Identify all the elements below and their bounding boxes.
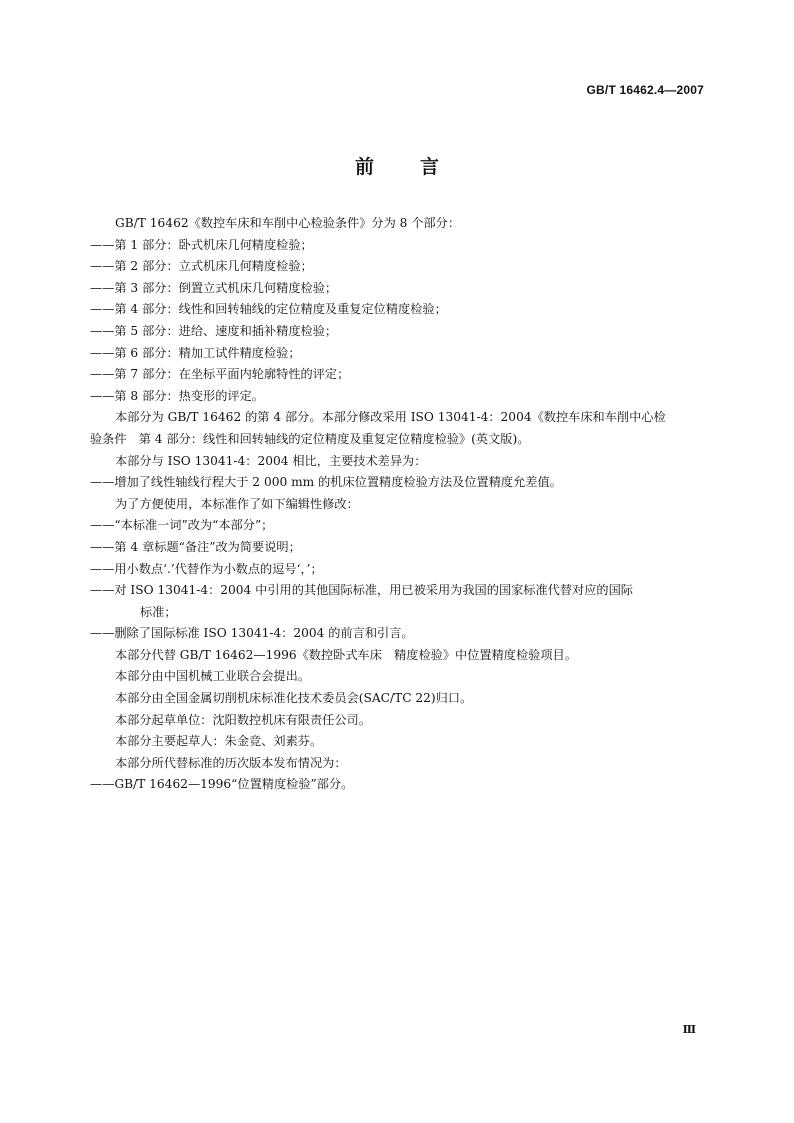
standard-number: GB/T 16462.4—2007 [586,83,704,97]
dash-item: ——删除了国际标准 ISO 13041-4：2004 的前言和引言。 [90,626,414,641]
dash-item: ——第 4 部分：线性和回转轴线的定位精度及重复定位精度检验； [90,302,447,317]
paragraph-line: 本部分与 ISO 13041-4：2004 相比，主要技术差异为： [115,453,427,468]
paragraph-line: 本部分所代替标准的历次版本发布情况为： [115,755,347,770]
page-title: 前言 [354,156,485,178]
foreword-body [90,213,704,796]
paragraph-line: 本部分为 GB/T 16462 的第 4 部分。本部分修改采用 ISO 13041-4：2004《数控车床和车削中心检 [115,410,666,425]
paragraph-line: 本部分主要起草人：朱金竞、刘素芬。 [115,734,323,749]
paragraph-line: 为了方便使用，本标准作了如下编辑性修改： [115,496,359,511]
page-number: Ⅲ [682,1023,696,1036]
dash-item: ——增加了线性轴线行程大于 2 000 mm 的机床位置精度检验方法及位置精度允差值。 [90,475,562,490]
paragraph-line: 本部分由中国机械工业联合会提出。 [115,669,310,684]
dash-item: ——“本标准一词”改为“本部分”； [90,518,274,533]
dash-item: ——第 4 章标题“备注”改为简要说明； [90,539,301,554]
paragraph-line: 本部分起草单位：沈阳数控机床有限责任公司。 [115,712,371,727]
dash-item: ——GB/T 16462—1996“位置精度检验”部分。 [90,777,354,792]
dash-item: ——第 7 部分：在坐标平面内轮廓特性的评定； [90,367,350,382]
dash-item: ——第 6 部分：精加工试件精度检验； [90,345,301,360]
paragraph-line: 验条件 第 4 部分：线性和回转轴线的定位精度及重复定位精度检验》(英文版)。 [90,431,530,446]
paragraph-line: 本部分代替 GB/T 16462—1996《数控卧式车床 精度检验》中位置精度检验项目。 [115,647,577,662]
dash-item: ——对 ISO 13041-4：2004 中引用的其他国际标准，用已被采用为我国的国家标准代替对应的国际 [90,583,633,598]
paragraph-line: GB/T 16462《数控车床和车削中心检验条件》分为 8 个部分： [115,216,461,230]
dash-item: ——第 2 部分：立式机床几何精度检验； [90,259,313,274]
dash-item: ——用小数点‘.’代替作为小数点的逗号‘，’； [90,561,323,576]
dash-item: ——第 8 部分：热变形的评定。 [90,388,264,403]
paragraph-line: 本部分由全国金属切削机床标准化技术委员会(SAC/TC 22)归口。 [115,691,473,706]
dash-item: ——第 1 部分：卧式机床几何精度检验； [90,237,313,252]
dash-item: ——第 3 部分：倒置立式机床几何精度检验； [90,280,338,295]
dash-item-continuation: 标准； [140,604,177,619]
dash-item: ——第 5 部分：进给、速度和插补精度检验； [90,323,338,338]
